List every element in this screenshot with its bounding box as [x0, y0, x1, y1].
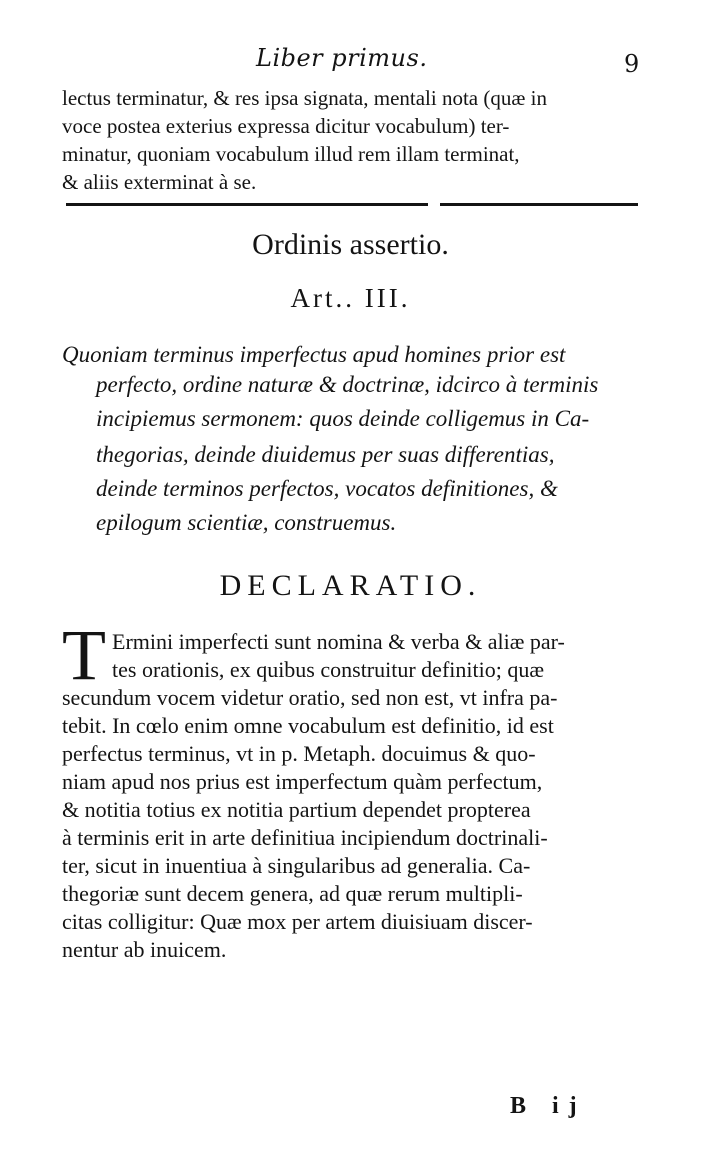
section-title: Ordinis assertio.	[252, 228, 449, 261]
page-number: 9	[624, 50, 640, 78]
assertion-line: Quoniam terminus imperfectus apud homines prior est	[62, 342, 566, 367]
section-divider-left	[66, 203, 428, 206]
assertion-line: epilogum scientiæ, construemus.	[96, 510, 397, 535]
assertion-line: incipiemus sermonem: quos deinde colligemus in Ca-	[96, 406, 590, 431]
continuation-line: minatur, quoniam vocabulum illud rem illam terminat,	[62, 142, 520, 166]
assertion-line: thegorias, deinde diuidemus per suas differentias,	[96, 442, 555, 467]
signature-mark: B ij	[510, 1093, 587, 1119]
declaratio-line: thegoriæ sunt decem genera, ad quæ rerum multipli-	[62, 881, 523, 906]
declaratio-line: Ermini imperfecti sunt nomina & verba & aliæ par-	[112, 629, 565, 654]
running-head: Liber primus.	[256, 44, 428, 72]
declaratio-line: & notitia totius ex notitia partium dependet propterea	[62, 797, 531, 822]
declaratio-line: citas colligitur: Quæ mox per artem diuisiuam discer-	[62, 909, 533, 934]
drop-cap: T	[62, 615, 106, 695]
declaratio-line: niam apud nos prius est imperfectum quàm perfectum,	[62, 769, 543, 794]
declaratio-line: tes orationis, ex quibus construitur definitio; quæ	[112, 657, 545, 682]
declaratio-line: tebit. In cœlo enim omne vocabulum est definitio, id est	[62, 713, 554, 738]
article-number: Art.. III.	[290, 283, 411, 313]
declaratio-line: nentur ab inuicem.	[62, 937, 227, 962]
declaratio-line: ter, sicut in inuentiua à singularibus ad generalia. Ca-	[62, 853, 531, 878]
declaratio-line: à terminis erit in arte definitiua incipiendum doctrinali-	[62, 825, 548, 850]
continuation-line: voce postea exterius expressa dicitur vocabulum) ter-	[62, 114, 510, 138]
section-divider-right	[440, 203, 638, 206]
assertion-line: deinde terminos perfectos, vocatos definitiones, &	[96, 476, 558, 501]
assertion-line: perfecto, ordine naturæ & doctrinæ, idcirco à terminis	[96, 372, 599, 397]
declaratio-line: secundum vocem videtur oratio, sed non est, vt infra pa-	[62, 685, 558, 710]
continuation-line: lectus terminatur, & res ipsa signata, mentali nota (quæ in	[62, 86, 547, 110]
continuation-line: & aliis exterminat à se.	[62, 170, 257, 194]
declaratio-heading: DECLARATIO.	[219, 569, 482, 602]
declaratio-line: perfectus terminus, vt in p. Metaph. docuimus & quo-	[62, 741, 536, 766]
